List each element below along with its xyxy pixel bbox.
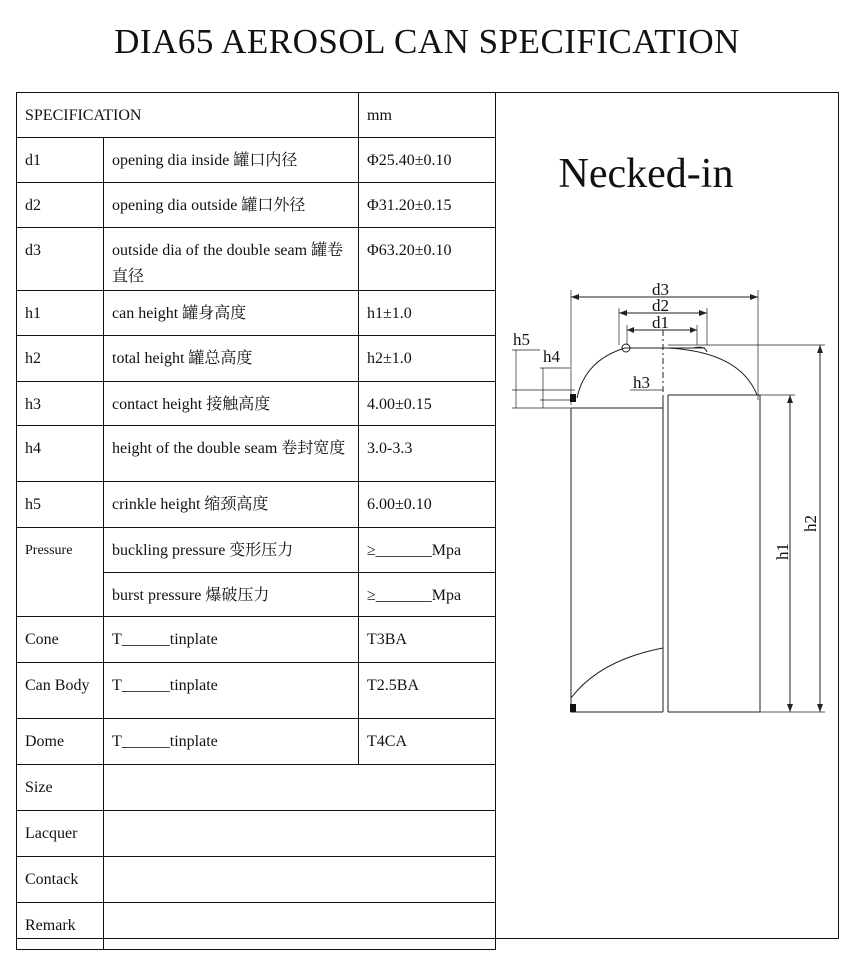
can-drawing: [496, 93, 838, 938]
row-description: opening dia inside 罐口内径: [104, 138, 359, 183]
row-description: T______tinplate: [104, 617, 359, 663]
row-description: T______tinplate: [104, 719, 359, 765]
row-description: height of the double seam 卷封宽度: [104, 426, 359, 482]
label-h3: h3: [633, 373, 650, 392]
row-value-blank: [104, 765, 496, 811]
row-description: buckling pressure 变形压力: [104, 528, 359, 573]
table-row: [17, 228, 496, 291]
row-description: crinkle height 缩颈高度: [104, 482, 359, 528]
page-title: DIA65 AEROSOL CAN SPECIFICATION: [114, 22, 740, 61]
table-row: [17, 336, 496, 382]
row-value-blank: [104, 811, 496, 857]
table-row: [17, 617, 496, 663]
label-h2: h2: [801, 515, 820, 532]
row-description: contact height 接触高度: [104, 382, 359, 426]
row-code: Contack: [17, 857, 104, 903]
row-value: T4CA: [359, 719, 496, 765]
row-value: ≥_______Mpa: [359, 573, 496, 617]
spec-table: [16, 92, 496, 950]
row-value: h2±1.0: [359, 336, 496, 382]
row-code: Cone: [17, 617, 104, 663]
row-code: Size: [17, 765, 104, 811]
row-code: h2: [17, 336, 104, 382]
table-row: [17, 903, 496, 950]
can-body-outline: [571, 408, 663, 712]
table-row: [17, 138, 496, 183]
row-description: T______tinplate: [104, 663, 359, 719]
table-row: [17, 528, 496, 573]
table-row: [17, 765, 496, 811]
label-h5: h5: [513, 330, 530, 349]
row-value: T2.5BA: [359, 663, 496, 719]
row-code: Lacquer: [17, 811, 104, 857]
dome-curve: [571, 648, 663, 698]
row-description: total height 罐总高度: [104, 336, 359, 382]
row-description: opening dia outside 罐口外径: [104, 183, 359, 228]
row-code: h1: [17, 291, 104, 336]
table-row: [17, 183, 496, 228]
table-row: [17, 482, 496, 528]
cone-outline: [577, 348, 625, 398]
row-code: Pressure: [17, 528, 104, 617]
spec-header-label: SPECIFICATION: [17, 93, 359, 138]
label-d1: d1: [652, 313, 669, 332]
table-row: [17, 382, 496, 426]
row-value: h1±1.0: [359, 291, 496, 336]
row-code: d2: [17, 183, 104, 228]
row-value: Φ25.40±0.10: [359, 138, 496, 183]
row-code: h3: [17, 382, 104, 426]
table-row: [17, 857, 496, 903]
row-code: Remark: [17, 903, 104, 950]
row-code: d1: [17, 138, 104, 183]
row-value: Φ63.20±0.10: [359, 228, 496, 291]
row-code: Dome: [17, 719, 104, 765]
row-value: Φ31.20±0.15: [359, 183, 496, 228]
row-code: h5: [17, 482, 104, 528]
row-code: h4: [17, 426, 104, 482]
inner-wall: [668, 395, 760, 712]
drawing-heading: Necked-in: [558, 151, 734, 197]
table-row: [17, 426, 496, 482]
label-h4: h4: [543, 347, 560, 366]
table-row: [17, 811, 496, 857]
row-value: T3BA: [359, 617, 496, 663]
table-row: [17, 663, 496, 719]
table-header-row: [17, 93, 496, 138]
row-value-blank: [104, 857, 496, 903]
row-description: burst pressure 爆破压力: [104, 573, 359, 617]
row-value: ≥_______Mpa: [359, 528, 496, 573]
row-value: 6.00±0.10: [359, 482, 496, 528]
label-h1: h1: [773, 543, 792, 560]
row-value: 4.00±0.15: [359, 382, 496, 426]
row-code: d3: [17, 228, 104, 291]
row-code: Can Body: [17, 663, 104, 719]
row-value-blank: [104, 903, 496, 950]
label-d3: d3: [652, 280, 669, 299]
unit-header: mm: [359, 93, 496, 138]
row-value: 3.0-3.3: [359, 426, 496, 482]
row-description: outside dia of the double seam 罐卷直径: [104, 228, 359, 291]
table-row: [17, 719, 496, 765]
label-d2: d2: [652, 296, 669, 315]
table-row: [17, 291, 496, 336]
row-description: can height 罐身高度: [104, 291, 359, 336]
